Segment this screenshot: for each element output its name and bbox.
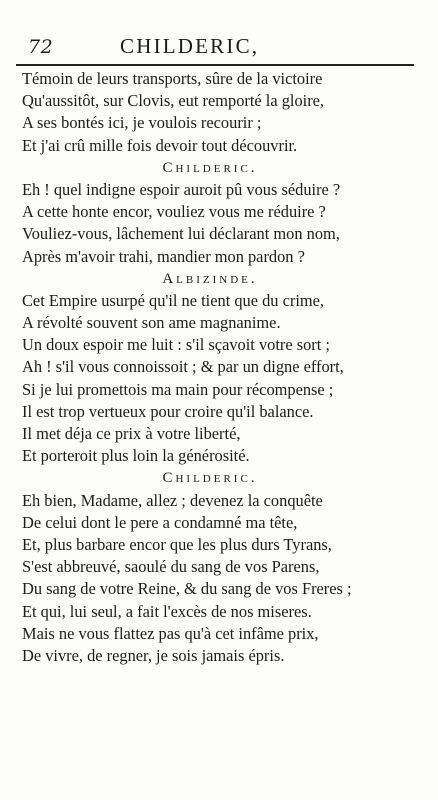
verse-line: A révolté souvent son ame magnanime. [22,313,281,333]
verse-line: Eh bien, Madame, allez ; devenez la conquête [22,490,323,510]
verse-line: Témoin de leurs transports, sûre de la victoire [22,69,323,88]
speaker-name: Childeric. [162,470,258,487]
speaker-name: Childeric. [162,159,258,176]
verse-line: Vouliez-vous, lâchement lui déclarant mon nom, [22,224,340,244]
verse-line: De vivre, de regner, je sois jamais épris. [22,645,285,665]
verse-line: Du sang de votre Reine, & du sang de vos Freres ; [22,579,352,599]
header-rule [16,64,414,66]
verse-line: Et qui, lui seul, a fait l'excès de nos miseres. [22,601,312,621]
verse-line: Si je lui promettois ma main pour récompense ; [22,379,334,399]
running-title: CHILDERIC, [120,34,260,58]
verse-line: Un doux espoir me luit : s'il sçavoit votre sort ; [22,335,330,355]
page-number: 72 [28,36,54,58]
verse-line: Il met déja ce prix à votre liberté, [22,424,241,443]
verse-line: S'est abbreuvé, saoulé du sang de vos Parens, [22,557,320,577]
verse-line: Qu'aussitôt, sur Clovis, eut remporté la gloire, [22,91,325,111]
verse-line: Et j'ai crû mille fois devoir tout découvrir. [22,135,298,155]
verse-line: Eh ! quel indigne espoir auroit pû vous séduire ? [22,179,341,199]
verse-line: A cette honte encor, vouliez vous me réduire ? [22,202,326,222]
verse-line: De celui dont le pere a condamné ma tête, [22,512,298,532]
verse-line: Cet Empire usurpé qu'il ne tient que du crime, [22,290,325,310]
verse-line: Ah ! s'il vous connoissoit ; & par un digne effort, [22,357,344,377]
verse-line: Mais ne vous flattez pas qu'à cet infâme prix, [22,623,319,643]
verse-text [22,68,422,667]
verse-line: Et, plus barbare encor que les plus durs Tyrans, [22,534,332,554]
verse-line: Il est trop vertueux pour croire qu'il balance. [22,401,314,421]
page-header [20,34,420,64]
verse-line: Après m'avoir trahi, mandier mon pardon ? [22,246,305,266]
verse-line: Et porteroit plus loin la générosité. [22,446,250,466]
speaker-name: Albizinde. [162,270,258,287]
verse-line: A ses bontés ici, je voulois recourir ; [22,113,262,133]
